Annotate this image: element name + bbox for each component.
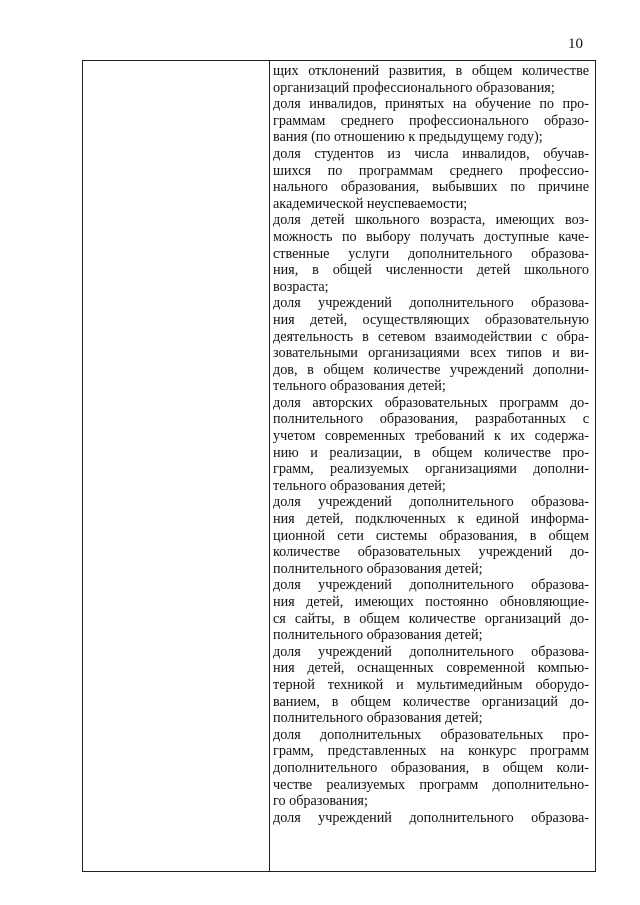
text-line: щих отклонений развития, в общем количестве — [273, 63, 589, 79]
text-line: честве реализуемых программ дополнительно- — [273, 776, 589, 793]
text-line: тельного образования детей; — [273, 477, 446, 494]
text-line: зовательными организациями всех типов и ви- — [273, 345, 589, 362]
text-line: грамм, реализуемых организациями дополни- — [273, 461, 589, 478]
text-line: ся сайты, в общем количестве организаций до- — [273, 610, 589, 627]
text-line: доля дополнительных образовательных про- — [273, 726, 589, 743]
text-line: дов, в общем количестве учреждений дополни- — [273, 361, 589, 378]
text-line: полнительного образования детей; — [273, 710, 483, 727]
text-line: количестве образовательных учреждений до- — [273, 544, 589, 561]
text-line: ционной сети системы образования, в общем — [273, 527, 589, 544]
text-line: ния детей, осуществляющих образовательную — [273, 311, 589, 328]
text-line: ния детей, подключенных к единой информа- — [273, 511, 589, 528]
text-line: доля авторских образовательных программ до- — [273, 394, 589, 411]
text-line: доля детей школьного возраста, имеющих воз- — [273, 212, 589, 229]
text-line: ния детей, оснащенных современной компью- — [273, 660, 589, 677]
text-line: грамм, представленных на конкурс программ — [273, 743, 589, 760]
text-line: организаций профессионального образования; — [273, 79, 555, 96]
column-divider — [269, 61, 270, 871]
text-line: го образования; — [273, 793, 368, 810]
text-line: терной техникой и мультимедийным оборудо- — [273, 676, 589, 693]
text-line: шихся по программам среднего профессио- — [273, 162, 589, 179]
text-line: ванием, в общем количестве организаций до- — [273, 693, 589, 710]
text-line: доля учреждений дополнительного образова- — [273, 494, 589, 511]
text-line: граммам среднего профессионального образо- — [273, 112, 589, 129]
page-number: 10 — [568, 36, 583, 52]
indicators-text-column — [273, 63, 589, 871]
text-line: доля учреждений дополнительного образова- — [273, 809, 589, 826]
text-line: учетом современных требований к их содержа- — [273, 428, 589, 445]
text-line: деятельность в сетевом взаимодействии с обра- — [273, 328, 589, 345]
indicators-table — [82, 60, 596, 872]
text-line: доля инвалидов, принятых на обучение по про- — [273, 96, 589, 113]
text-line: возраста; — [273, 278, 329, 295]
text-line: доля учреждений дополнительного образова- — [273, 295, 589, 312]
text-line: нию и реализации, в общем количестве про- — [273, 444, 589, 461]
text-line: академической неуспеваемости; — [273, 195, 468, 212]
text-line: полнительного образования, разработанных с — [273, 411, 589, 428]
text-line: ния, в общей численности детей школьного — [273, 262, 589, 279]
text-line: нального образования, выбывших по причине — [273, 179, 589, 196]
text-line: ственные услуги дополнительного образова- — [273, 245, 589, 262]
text-line: можность по выбору получать доступные каче- — [273, 228, 589, 245]
text-line: вания (по отношению к предыдущему году); — [273, 129, 543, 146]
text-line: доля учреждений дополнительного образова- — [273, 577, 589, 594]
text-line: полнительного образования детей; — [273, 627, 483, 644]
text-line: дополнительного образования, в общем коли- — [273, 759, 589, 776]
text-line: полнительного образования детей; — [273, 560, 483, 577]
text-line: доля учреждений дополнительного образова- — [273, 643, 589, 660]
text-line: доля студентов из числа инвалидов, обучав- — [273, 145, 589, 162]
text-line: ния детей, имеющих постоянно обновляющие- — [273, 594, 589, 610]
text-line: тельного образования детей; — [273, 378, 446, 395]
